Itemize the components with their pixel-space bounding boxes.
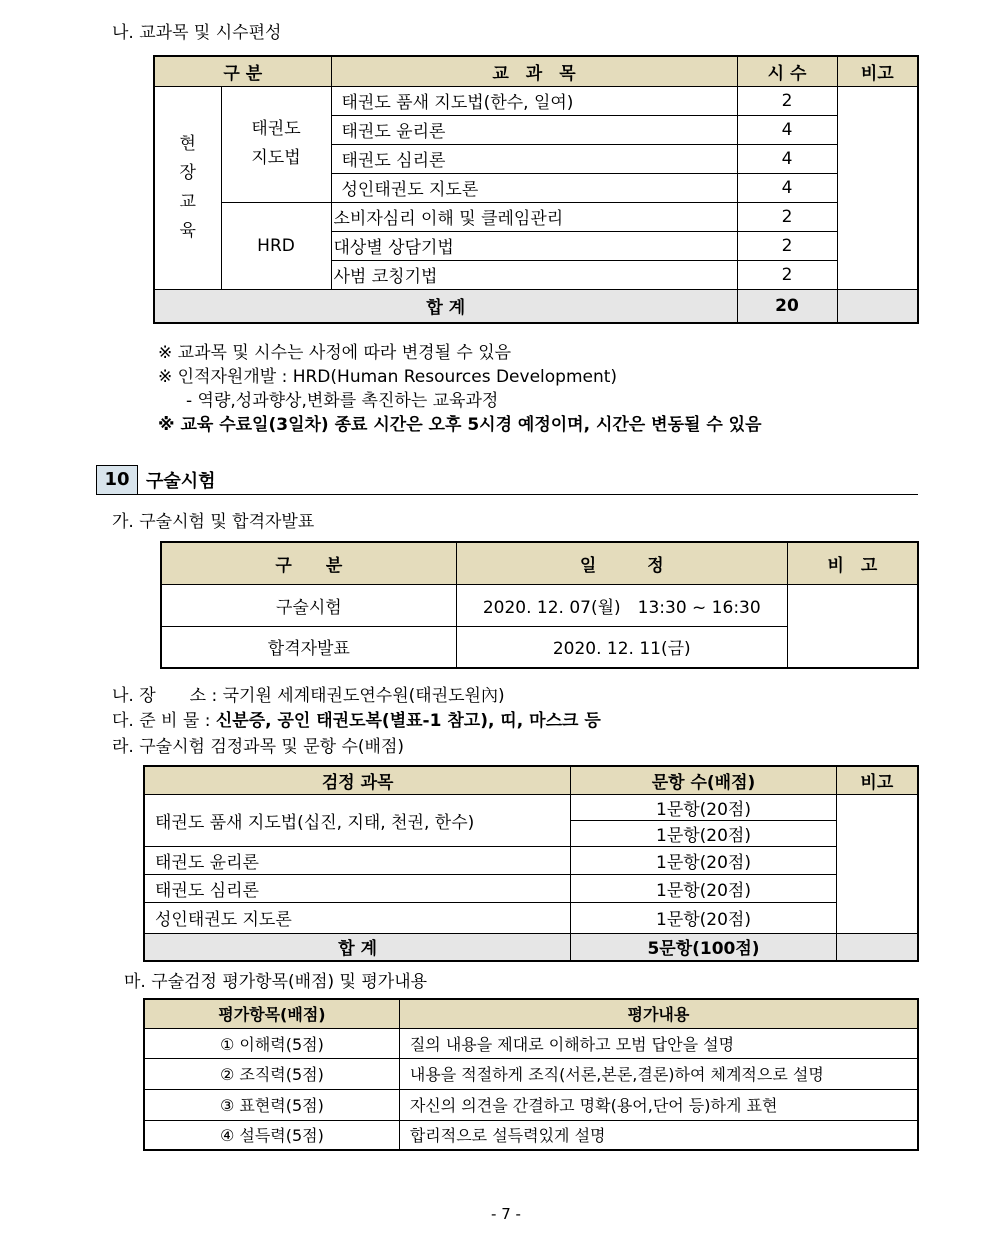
header-questions: 문항 수(배점) (571, 766, 836, 794)
total-remarks (836, 933, 918, 961)
subject-cell: 태권도 심리론 (331, 144, 737, 173)
header-remarks: 비고 (836, 766, 918, 794)
remarks-cell (787, 584, 918, 668)
remarks-cell (836, 794, 918, 933)
eval-item: ③ 표현력(5점) (144, 1089, 399, 1120)
page-number: - 7 - (491, 1205, 521, 1223)
schedule-label: 합격자발표 (161, 626, 456, 668)
group-field-education: 현 장 교 육 (154, 86, 221, 289)
eval-item: ① 이해력(5점) (144, 1028, 399, 1058)
header-category: 구 분 (161, 542, 456, 584)
eval-desc: 질의 내용을 제대로 이해하고 모범 답안을 설명 (399, 1028, 918, 1058)
eval-item: ② 조직력(5점) (144, 1058, 399, 1089)
section-divider (96, 494, 918, 495)
curriculum-table (153, 55, 919, 324)
header-remarks: 비 고 (787, 542, 918, 584)
total-value: 5문항(100점) (571, 933, 836, 961)
eval-desc: 자신의 의견을 간결하고 명확(용어,단어 등)하게 표현 (399, 1089, 918, 1120)
subject-cell: 태권도 윤리론 (331, 115, 737, 144)
hours-cell: 2 (737, 260, 837, 289)
ma-title: 마. 구술검정 평가항목(배점) 및 평가내용 (124, 972, 428, 992)
schedule-date: 2020. 12. 11(금) (456, 626, 787, 668)
total-label: 합 계 (144, 933, 571, 961)
section-title: 구술시험 (146, 471, 216, 492)
exam-subjects-table (143, 765, 919, 962)
eval-desc: 합리적으로 설득력있게 설명 (399, 1120, 918, 1150)
prep-value: 신분증, 공인 태권도복(별표-1 참고), 띠, 마스크 등 (215, 711, 601, 731)
note-2: ※ 인적자원개발 : HRD(Human Resources Development) (158, 367, 618, 387)
exam-subject: 태권도 품새 지도법(십진, 지태, 천권, 한수) (144, 794, 571, 846)
note-4: ※ 교육 수료일(3일차) 종료 시간은 오후 5시경 예정이며, 시간은 변동될 수 있음 (158, 415, 762, 435)
header-hours: 시 수 (737, 56, 837, 86)
note-1: ※ 교과목 및 시수는 사정에 따라 변경될 수 있음 (158, 343, 512, 363)
header-category: 구 분 (154, 56, 331, 86)
hours-cell: 2 (737, 86, 837, 115)
eval-item: ④ 설득력(5점) (144, 1120, 399, 1150)
header-eval-item: 평가항목(배점) (144, 999, 399, 1028)
exam-questions: 1문항(20점) (571, 794, 836, 820)
exam-questions: 1문항(20점) (571, 874, 836, 902)
prep-line (112, 706, 601, 731)
exam-questions: 1문항(20점) (571, 846, 836, 874)
eval-desc: 내용을 적절하게 조직(서론,본론,결론)하여 체계적으로 설명 (399, 1058, 918, 1089)
place-label: 나. 장 소 : (112, 686, 223, 706)
exam-subject: 성인태권도 지도론 (144, 902, 571, 933)
note-3: - 역량,성과향상,변화를 촉진하는 교육과정 (186, 391, 499, 411)
total-label: 합 계 (154, 289, 737, 323)
section-number: 10 (96, 465, 138, 495)
hours-cell: 2 (737, 202, 837, 231)
subgroup-taekwondo: 태권도 지도법 (221, 86, 331, 202)
subject-cell: 태권도 품새 지도법(한수, 일여) (331, 86, 737, 115)
evaluation-table (143, 998, 919, 1151)
exam-subject: 태권도 심리론 (144, 874, 571, 902)
subject-cell: 사범 코칭기법 (331, 260, 737, 289)
exam-subject: 태권도 윤리론 (144, 846, 571, 874)
subject-cell: 성인태권도 지도론 (331, 173, 737, 202)
exam-questions: 1문항(20점) (571, 902, 836, 933)
ga-title: 가. 구술시험 및 합격자발표 (112, 512, 315, 532)
section-na-title: 나. 교과목 및 시수편성 (112, 23, 282, 43)
prep-label: 다. 준 비 물 : (112, 711, 216, 731)
subject-cell: 대상별 상담기법 (331, 231, 737, 260)
hours-cell: 4 (737, 115, 837, 144)
total-value: 20 (737, 289, 837, 323)
schedule-label: 구술시험 (161, 584, 456, 626)
total-remarks (837, 289, 918, 323)
remarks-cell (837, 86, 918, 289)
place-line (112, 681, 505, 706)
header-schedule: 일 정 (456, 542, 787, 584)
header-remarks: 비고 (837, 56, 918, 86)
ra-title: 라. 구술시험 검정과목 및 문항 수(배점) (112, 737, 405, 757)
header-subject: 교 과 목 (331, 56, 737, 86)
place-value: 국기원 세계태권도연수원(태권도원內) (222, 686, 505, 706)
hours-cell: 2 (737, 231, 837, 260)
subgroup-hrd: HRD (221, 202, 331, 289)
header-eval-desc: 평가내용 (399, 999, 918, 1028)
hours-cell: 4 (737, 144, 837, 173)
schedule-date: 2020. 12. 07(월) 13:30 ~ 16:30 (456, 584, 787, 626)
subject-cell: 소비자심리 이해 및 클레임관리 (331, 202, 737, 231)
exam-questions: 1문항(20점) (571, 820, 836, 846)
header-subject: 검정 과목 (144, 766, 571, 794)
hours-cell: 4 (737, 173, 837, 202)
schedule-table (160, 541, 919, 669)
